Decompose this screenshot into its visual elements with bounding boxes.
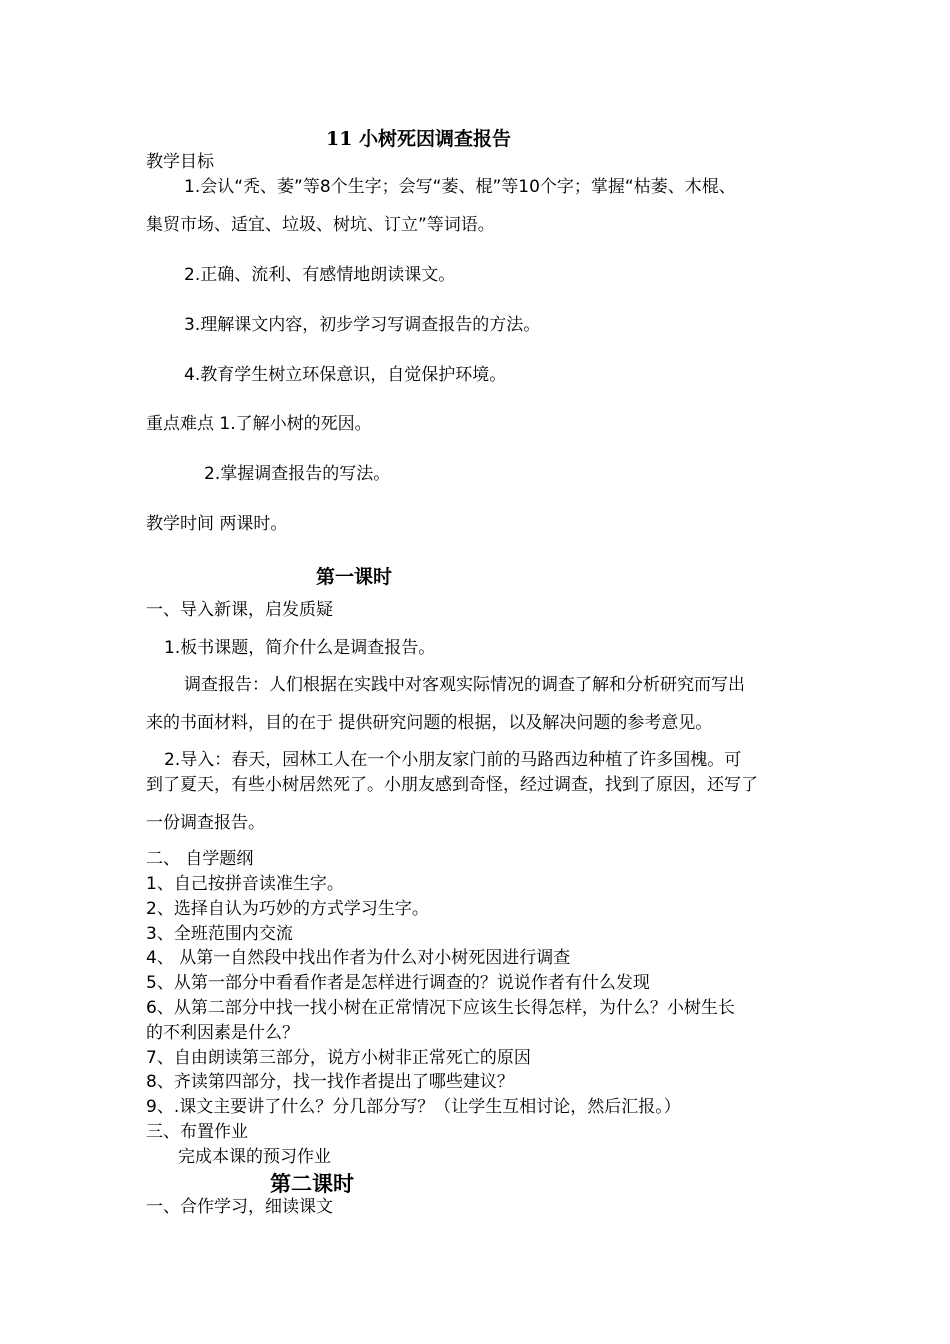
goal-1-line-1: 1.会认“秃、萎”等8个生字；会写“萎、棍”等10个字；掌握“枯萎、木棍、: [184, 177, 736, 197]
section-2-heading: 二、 自学题纲: [146, 849, 254, 869]
key-points-1: 重点难点 1.了解小树的死因。: [146, 414, 372, 434]
report-definition-line-1: 调查报告：人们根据在实践中对客观实际情况的调查了解和分析研究而写出: [184, 675, 745, 695]
goal-1-line-2: 集贸市场、适宜、垃圾、树坑、订立”等词语。: [146, 215, 495, 235]
outline-item-8: 8、齐读第四部分，找一找作者提出了哪些建议？: [146, 1072, 514, 1092]
outline-item-9: 9、.课文主要讲了什么？分几部分写？（让学生互相讨论，然后汇报。）: [146, 1097, 681, 1117]
goal-4: 4.教育学生树立环保意识，自觉保护环境。: [184, 365, 507, 385]
section-3-heading: 三、布置作业: [146, 1122, 248, 1142]
key-points-2: 2.掌握调查报告的写法。: [204, 464, 391, 484]
teaching-time: 教学时间 两课时。: [146, 514, 288, 534]
section-1-item-2-line-2: 到了夏天，有些小树居然死了。小朋友感到奇怪，经过调查，找到了原因，还写了: [146, 775, 758, 795]
report-definition-line-2: 来的书面材料，目的在于 提供研究问题的根据，以及解决问题的参考意见。: [146, 713, 713, 733]
lesson-2-heading: 第二课时: [270, 1171, 354, 1196]
outline-item-5: 5、从第一部分中看看作者是怎样进行调查的？说说作者有什么发现: [146, 973, 650, 993]
homework-text: 完成本课的预习作业: [178, 1147, 331, 1167]
goal-3: 3.理解课文内容，初步学习写调查报告的方法。: [184, 315, 541, 335]
goal-2: 2.正确、流利、有感情地朗读课文。: [184, 265, 456, 285]
outline-item-1: 1、自己按拼音读准生字。: [146, 874, 344, 894]
lesson-1-heading: 第一课时: [316, 566, 393, 588]
outline-item-4: 4、 从第一自然段中找出作者为什么对小树死因进行调查: [146, 948, 571, 968]
document-title: 11 小树死因调查报告: [326, 128, 512, 150]
section-1-item-2-line-1: 2.导入：春天，园林工人在一个小朋友家门前的马路西边种植了许多国槐。可: [164, 750, 742, 770]
outline-item-2: 2、选择自认为巧妙的方式学习生字。: [146, 899, 429, 919]
section-1-item-2-line-3: 一份调查报告。: [146, 813, 265, 833]
outline-item-6-line-2: 的不利因素是什么？: [146, 1023, 299, 1043]
outline-item-3: 3、全班范围内交流: [146, 924, 293, 944]
section-4-heading: 一、合作学习，细读课文: [146, 1197, 333, 1217]
outline-item-7: 7、自由朗读第三部分，说方小树非正常死亡的原因: [146, 1048, 531, 1068]
section-1-heading: 一、导入新课，启发质疑: [146, 600, 333, 620]
goals-heading: 教学目标: [146, 152, 214, 172]
section-1-item-1: 1.板书课题，简介什么是调查报告。: [164, 638, 436, 658]
outline-item-6-line-1: 6、从第二部分中找一找小树在正常情况下应该生长得怎样，为什么？小树生长: [146, 998, 735, 1018]
